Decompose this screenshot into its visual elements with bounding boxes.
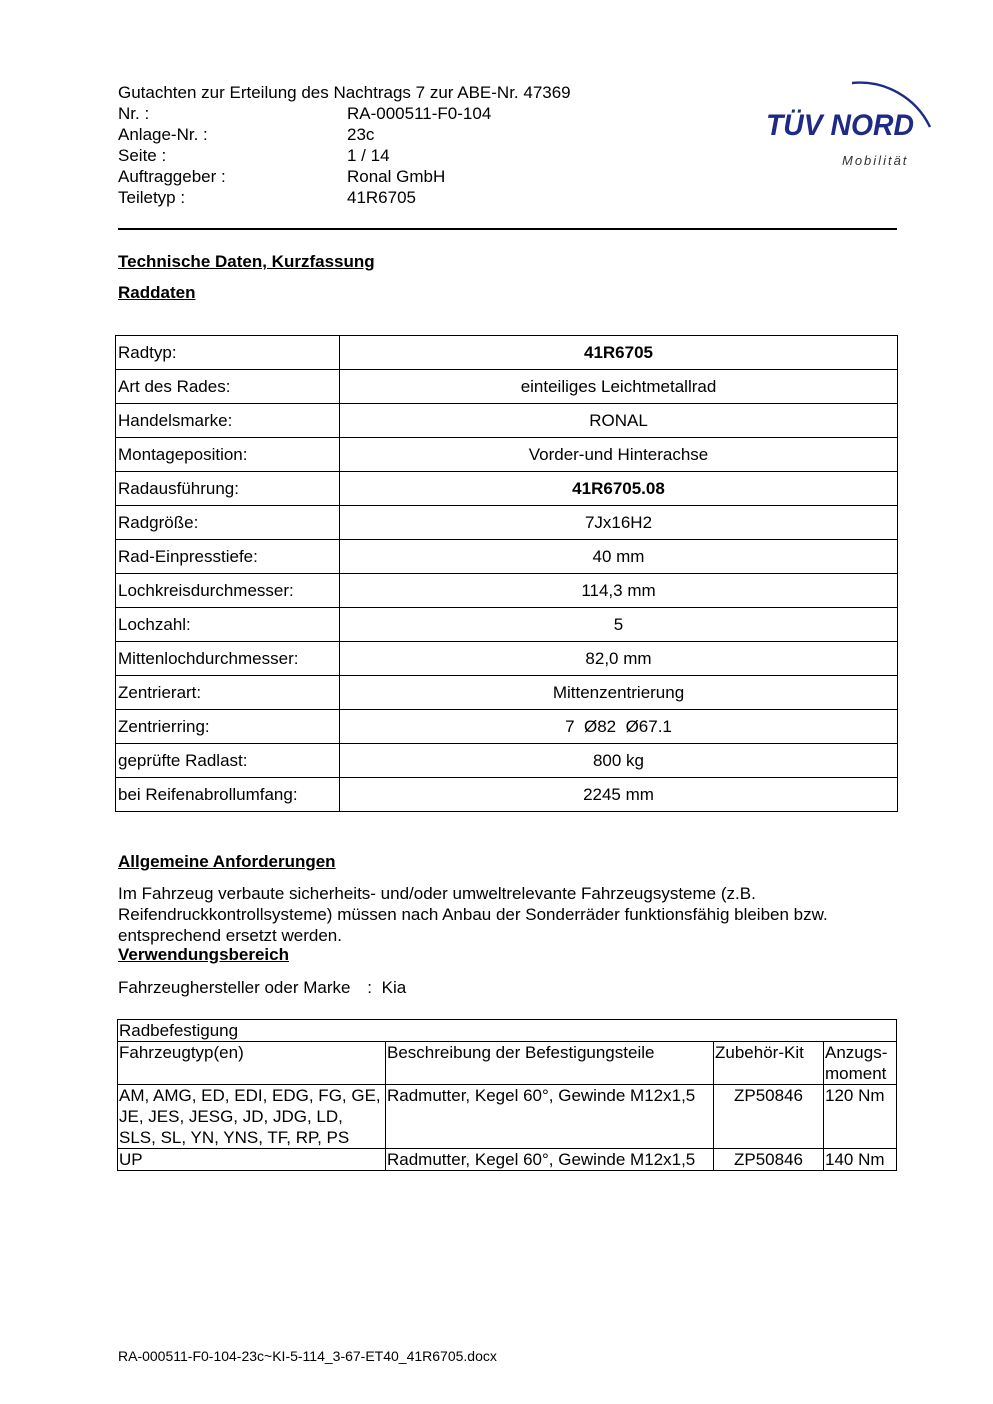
document-title: Gutachten zur Erteilung des Nachtrags 7 zur ABE-Nr. 47369 — [118, 83, 571, 102]
hersteller-line — [118, 978, 406, 998]
wheel-param-value: 7Jx16H2 — [340, 506, 898, 540]
table-row — [116, 574, 898, 608]
field-value-seite: 1 / 14 — [347, 146, 390, 165]
field-value-nr: RA-000511-F0-104 — [347, 104, 492, 123]
table-row — [116, 506, 898, 540]
description-cell: Radmutter, Kegel 60°, Gewinde M12x1,5 — [386, 1085, 714, 1149]
torque-cell: 140 Nm — [824, 1149, 897, 1171]
wheel-param-label: bei Reifenabrollumfang: — [116, 778, 340, 812]
footer-filename: RA-000511-F0-104-23c~KI-5-114_3-67-ET40_41R6705.docx — [118, 1348, 497, 1364]
wheel-param-label: Zentrierart: — [116, 676, 340, 710]
wheel-param-value: 82,0 mm — [340, 642, 898, 676]
hersteller-label: Fahrzeughersteller oder Marke — [118, 978, 351, 997]
wheel-param-label: Rad-Einpresstiefe: — [116, 540, 340, 574]
heading-verwendungsbereich: Verwendungsbereich — [118, 945, 289, 964]
table-row — [116, 540, 898, 574]
table-title: Radbefestigung — [118, 1020, 897, 1042]
column-header: Fahrzeugtyp(en) — [118, 1042, 386, 1085]
wheel-param-label: geprüfte Radlast: — [116, 744, 340, 778]
kit-cell: ZP50846 — [714, 1149, 824, 1171]
wheel-param-value: 41R6705.08 — [340, 472, 898, 506]
table-row — [116, 710, 898, 744]
wheel-param-value: Vorder-und Hinterachse — [340, 438, 898, 472]
heading-raddaten: Raddaten — [118, 283, 196, 302]
hersteller-value: Kia — [381, 978, 407, 997]
wheel-param-label: Art des Rades: — [116, 370, 340, 404]
kit-cell: ZP50846 — [714, 1085, 824, 1149]
wheel-param-value: 7 Ø82 Ø67.1 — [340, 710, 898, 744]
field-value-teiletyp: 41R6705 — [347, 188, 417, 207]
table-row — [116, 778, 898, 812]
anforderungen-text: Im Fahrzeug verbaute sicherheits- und/oder umweltrelevante Fahrzeugsysteme (z.B. Reifendruckkontrollsysteme) müssen nach Anbau der Sonderräder funktionsfähig bleiben bzw. entsprechend ersetzt werden. — [118, 884, 828, 945]
wheel-param-label: Radtyp: — [116, 336, 340, 370]
field-label-nr: Nr. : — [118, 104, 150, 123]
table-row — [116, 642, 898, 676]
hersteller-separator: : — [367, 978, 372, 997]
table-row — [118, 1085, 897, 1149]
vehicle-types-cell: UP — [118, 1149, 386, 1171]
wheel-param-value: einteiliges Leichtmetallrad — [340, 370, 898, 404]
wheel-param-value: 41R6705 — [340, 336, 898, 370]
wheel-param-value: RONAL — [340, 404, 898, 438]
logo-brand-text: TÜV NORD — [766, 109, 914, 142]
logo-arc-icon — [760, 55, 945, 175]
table-row — [116, 370, 898, 404]
heading-technische-daten: Technische Daten, Kurzfassung — [118, 252, 375, 271]
field-label-anlage: Anlage-Nr. : — [118, 125, 208, 144]
wheel-param-value: 2245 mm — [340, 778, 898, 812]
table-row — [116, 608, 898, 642]
heading-allgemeine-anforderungen: Allgemeine Anforderungen — [118, 852, 336, 871]
table-row — [116, 744, 898, 778]
radbefestigung-table — [117, 1019, 897, 1171]
description-cell: Radmutter, Kegel 60°, Gewinde M12x1,5 — [386, 1149, 714, 1171]
table-row — [116, 404, 898, 438]
wheel-param-label: Radgröße: — [116, 506, 340, 540]
field-value-auftraggeber: Ronal GmbH — [347, 167, 446, 186]
field-label-seite: Seite : — [118, 146, 167, 165]
table-row — [116, 438, 898, 472]
torque-cell: 120 Nm — [824, 1085, 897, 1149]
wheel-param-value: Mittenzentrierung — [340, 676, 898, 710]
wheel-param-value: 40 mm — [340, 540, 898, 574]
table-header-row — [118, 1042, 897, 1085]
wheel-param-label: Lochzahl: — [116, 608, 340, 642]
header-divider — [118, 228, 897, 230]
field-label-auftraggeber: Auftraggeber : — [118, 167, 226, 186]
wheel-param-label: Radausführung: — [116, 472, 340, 506]
wheel-param-label: Lochkreisdurchmesser: — [116, 574, 340, 608]
wheel-param-value: 114,3 mm — [340, 574, 898, 608]
table-row — [118, 1149, 897, 1171]
logo-sub-text: Mobilität — [842, 153, 909, 168]
table-row — [116, 676, 898, 710]
wheel-param-label: Handelsmarke: — [116, 404, 340, 438]
tuv-nord-logo — [760, 55, 945, 175]
column-header: Beschreibung der Befestigungsteile — [386, 1042, 714, 1085]
table-row — [116, 472, 898, 506]
vehicle-types-cell: AM, AMG, ED, EDI, EDG, FG, GE, JE, JES, JESG, JD, JDG, LD, SLS, SL, YN, YNS, TF, RP, PS — [118, 1085, 386, 1149]
field-label-teiletyp: Teiletyp : — [118, 188, 186, 207]
field-value-anlage: 23c — [347, 125, 375, 144]
table-title-row — [118, 1020, 897, 1042]
wheel-param-label: Montageposition: — [116, 438, 340, 472]
wheel-param-value: 800 kg — [340, 744, 898, 778]
table-row — [116, 336, 898, 370]
column-header: Anzugs- moment — [824, 1042, 897, 1085]
column-header: Zubehör-Kit — [714, 1042, 824, 1085]
wheel-param-label: Zentrierring: — [116, 710, 340, 744]
wheel-param-label: Mittenlochdurchmesser: — [116, 642, 340, 676]
wheel-data-table — [115, 335, 898, 812]
wheel-param-value: 5 — [340, 608, 898, 642]
